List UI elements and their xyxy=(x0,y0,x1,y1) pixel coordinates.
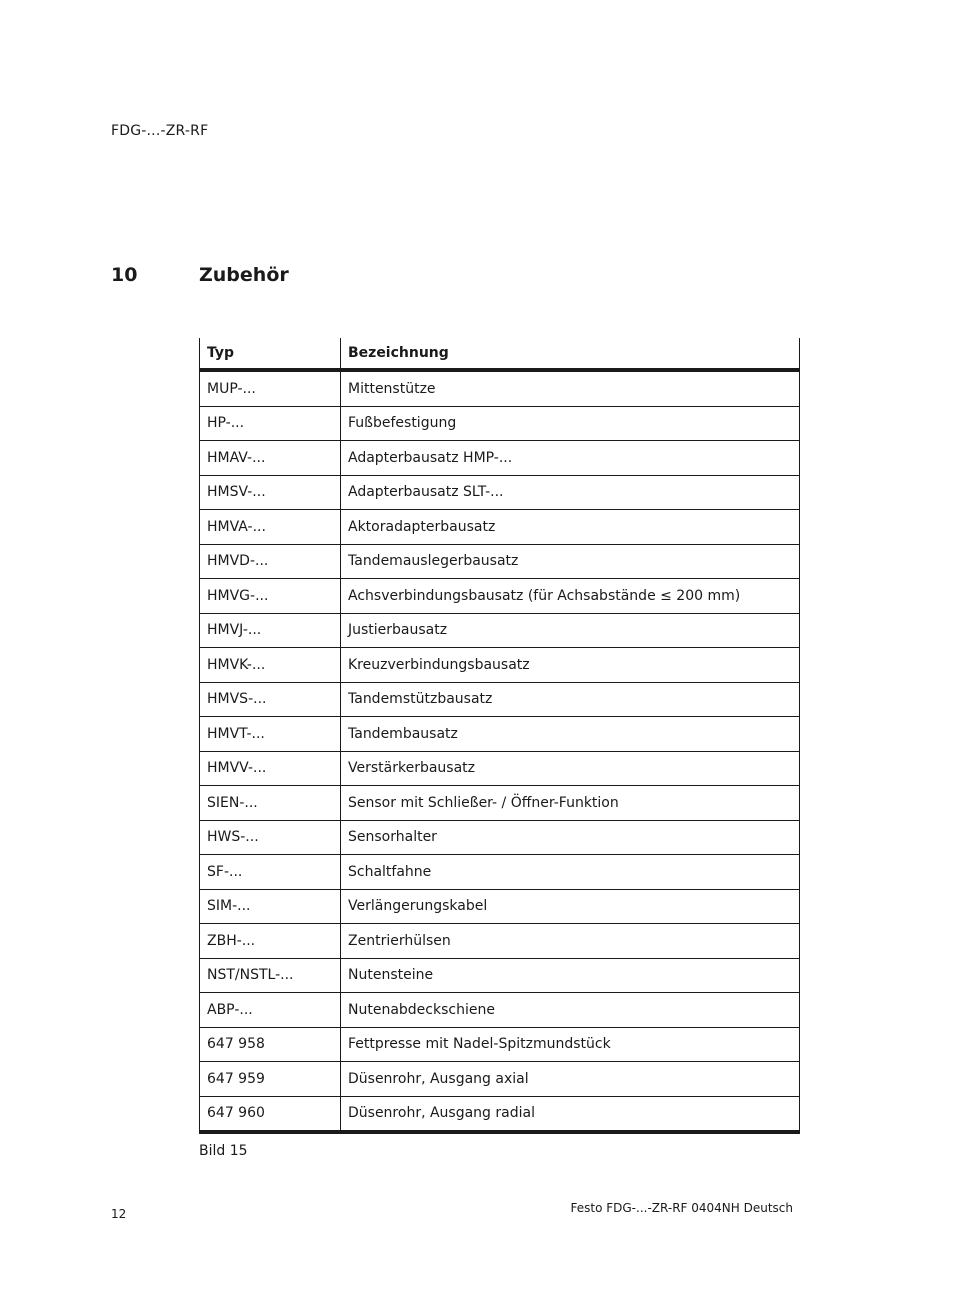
table-row xyxy=(200,993,800,1028)
cell-bezeichnung: Nutenabdeckschiene xyxy=(341,993,800,1028)
cell-bezeichnung: Fußbefestigung xyxy=(341,406,800,441)
cell-typ: HMAV-... xyxy=(200,441,341,476)
table-row xyxy=(200,544,800,579)
cell-typ: 647 959 xyxy=(200,1062,341,1097)
cell-typ: 647 960 xyxy=(200,1096,341,1132)
cell-bezeichnung: Düsenrohr, Ausgang radial xyxy=(341,1096,800,1132)
cell-typ: HMVT-... xyxy=(200,717,341,752)
cell-typ: SIM-... xyxy=(200,889,341,924)
table-row xyxy=(200,1096,800,1132)
cell-bezeichnung: Verstärkerbausatz xyxy=(341,751,800,786)
table-row xyxy=(200,475,800,510)
table-row xyxy=(200,682,800,717)
cell-typ: ABP-... xyxy=(200,993,341,1028)
table-row xyxy=(200,786,800,821)
page-number: 12 xyxy=(111,1207,127,1221)
table-row xyxy=(200,579,800,614)
table-row xyxy=(200,370,800,406)
table-row xyxy=(200,958,800,993)
cell-typ: HMSV-... xyxy=(200,475,341,510)
table-row xyxy=(200,820,800,855)
table-row xyxy=(200,648,800,683)
cell-bezeichnung: Schaltfahne xyxy=(341,855,800,890)
table-header-row xyxy=(200,338,800,370)
cell-bezeichnung: Zentrierhülsen xyxy=(341,924,800,959)
cell-bezeichnung: Verlängerungskabel xyxy=(341,889,800,924)
cell-bezeichnung: Kreuzverbindungsbausatz xyxy=(341,648,800,683)
cell-typ: HMVV-... xyxy=(200,751,341,786)
cell-bezeichnung: Aktoradapterbausatz xyxy=(341,510,800,545)
cell-bezeichnung: Justierbausatz xyxy=(341,613,800,648)
table-row xyxy=(200,924,800,959)
cell-typ: HMVJ-... xyxy=(200,613,341,648)
cell-typ: MUP-... xyxy=(200,370,341,406)
section-title: Zubehör xyxy=(199,264,289,286)
cell-bezeichnung: Sensor mit Schließer- / Öffner-Funktion xyxy=(341,786,800,821)
table-row xyxy=(200,441,800,476)
cell-typ: HMVK-... xyxy=(200,648,341,683)
table-row xyxy=(200,889,800,924)
table-row xyxy=(200,510,800,545)
column-header-typ: Typ xyxy=(200,338,341,370)
cell-typ: HMVG-... xyxy=(200,579,341,614)
section-number: 10 xyxy=(111,264,138,286)
document-header: FDG-...-ZR-RF xyxy=(111,123,209,139)
cell-typ: 647 958 xyxy=(200,1027,341,1062)
cell-bezeichnung: Fettpresse mit Nadel-Spitzmundstück xyxy=(341,1027,800,1062)
cell-bezeichnung: Nutensteine xyxy=(341,958,800,993)
cell-typ: SIEN-... xyxy=(200,786,341,821)
table-row xyxy=(200,1027,800,1062)
accessories-table xyxy=(199,338,800,1134)
table-body xyxy=(200,370,800,1132)
table-row xyxy=(200,855,800,890)
cell-typ: HMVD-... xyxy=(200,544,341,579)
cell-bezeichnung: Mittenstütze xyxy=(341,370,800,406)
cell-bezeichnung: Achsverbindungsbausatz (für Achsabstände ≤ 200 mm) xyxy=(341,579,800,614)
cell-bezeichnung: Sensorhalter xyxy=(341,820,800,855)
table-row xyxy=(200,717,800,752)
table-row xyxy=(200,751,800,786)
footer-text: Festo FDG-...-ZR-RF 0404NH Deutsch xyxy=(570,1201,793,1215)
cell-bezeichnung: Adapterbausatz HMP-... xyxy=(341,441,800,476)
column-header-bezeichnung: Bezeichnung xyxy=(341,338,800,370)
table-row xyxy=(200,613,800,648)
figure-caption: Bild 15 xyxy=(199,1143,248,1159)
cell-typ: HMVS-... xyxy=(200,682,341,717)
cell-typ: HWS-... xyxy=(200,820,341,855)
cell-bezeichnung: Tandembausatz xyxy=(341,717,800,752)
cell-bezeichnung: Tandemstützbausatz xyxy=(341,682,800,717)
table-row xyxy=(200,406,800,441)
cell-typ: ZBH-... xyxy=(200,924,341,959)
table-row xyxy=(200,1062,800,1097)
cell-bezeichnung: Düsenrohr, Ausgang axial xyxy=(341,1062,800,1097)
cell-typ: HMVA-... xyxy=(200,510,341,545)
cell-typ: NST/NSTL-... xyxy=(200,958,341,993)
cell-bezeichnung: Adapterbausatz SLT-... xyxy=(341,475,800,510)
cell-bezeichnung: Tandemauslegerbausatz xyxy=(341,544,800,579)
cell-typ: SF-... xyxy=(200,855,341,890)
cell-typ: HP-... xyxy=(200,406,341,441)
